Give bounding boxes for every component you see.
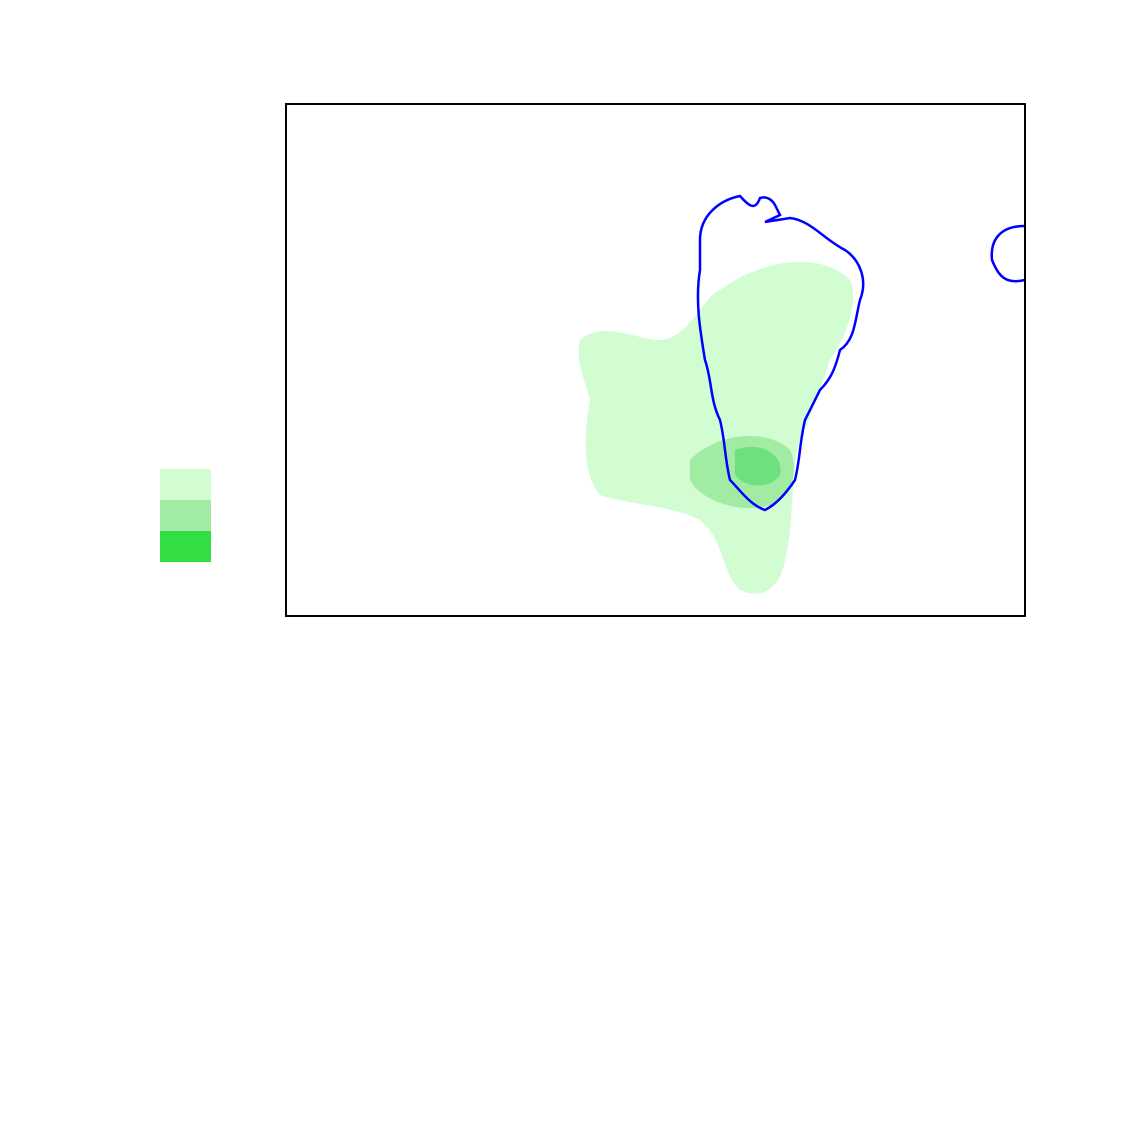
rh80-swatch: [160, 500, 211, 531]
cloud-outline-right: [992, 226, 1025, 281]
rh70-region: [579, 262, 854, 594]
rh90-swatch: [160, 531, 211, 562]
cross-section-panel: [286, 104, 1025, 616]
rh70-swatch: [160, 469, 211, 500]
